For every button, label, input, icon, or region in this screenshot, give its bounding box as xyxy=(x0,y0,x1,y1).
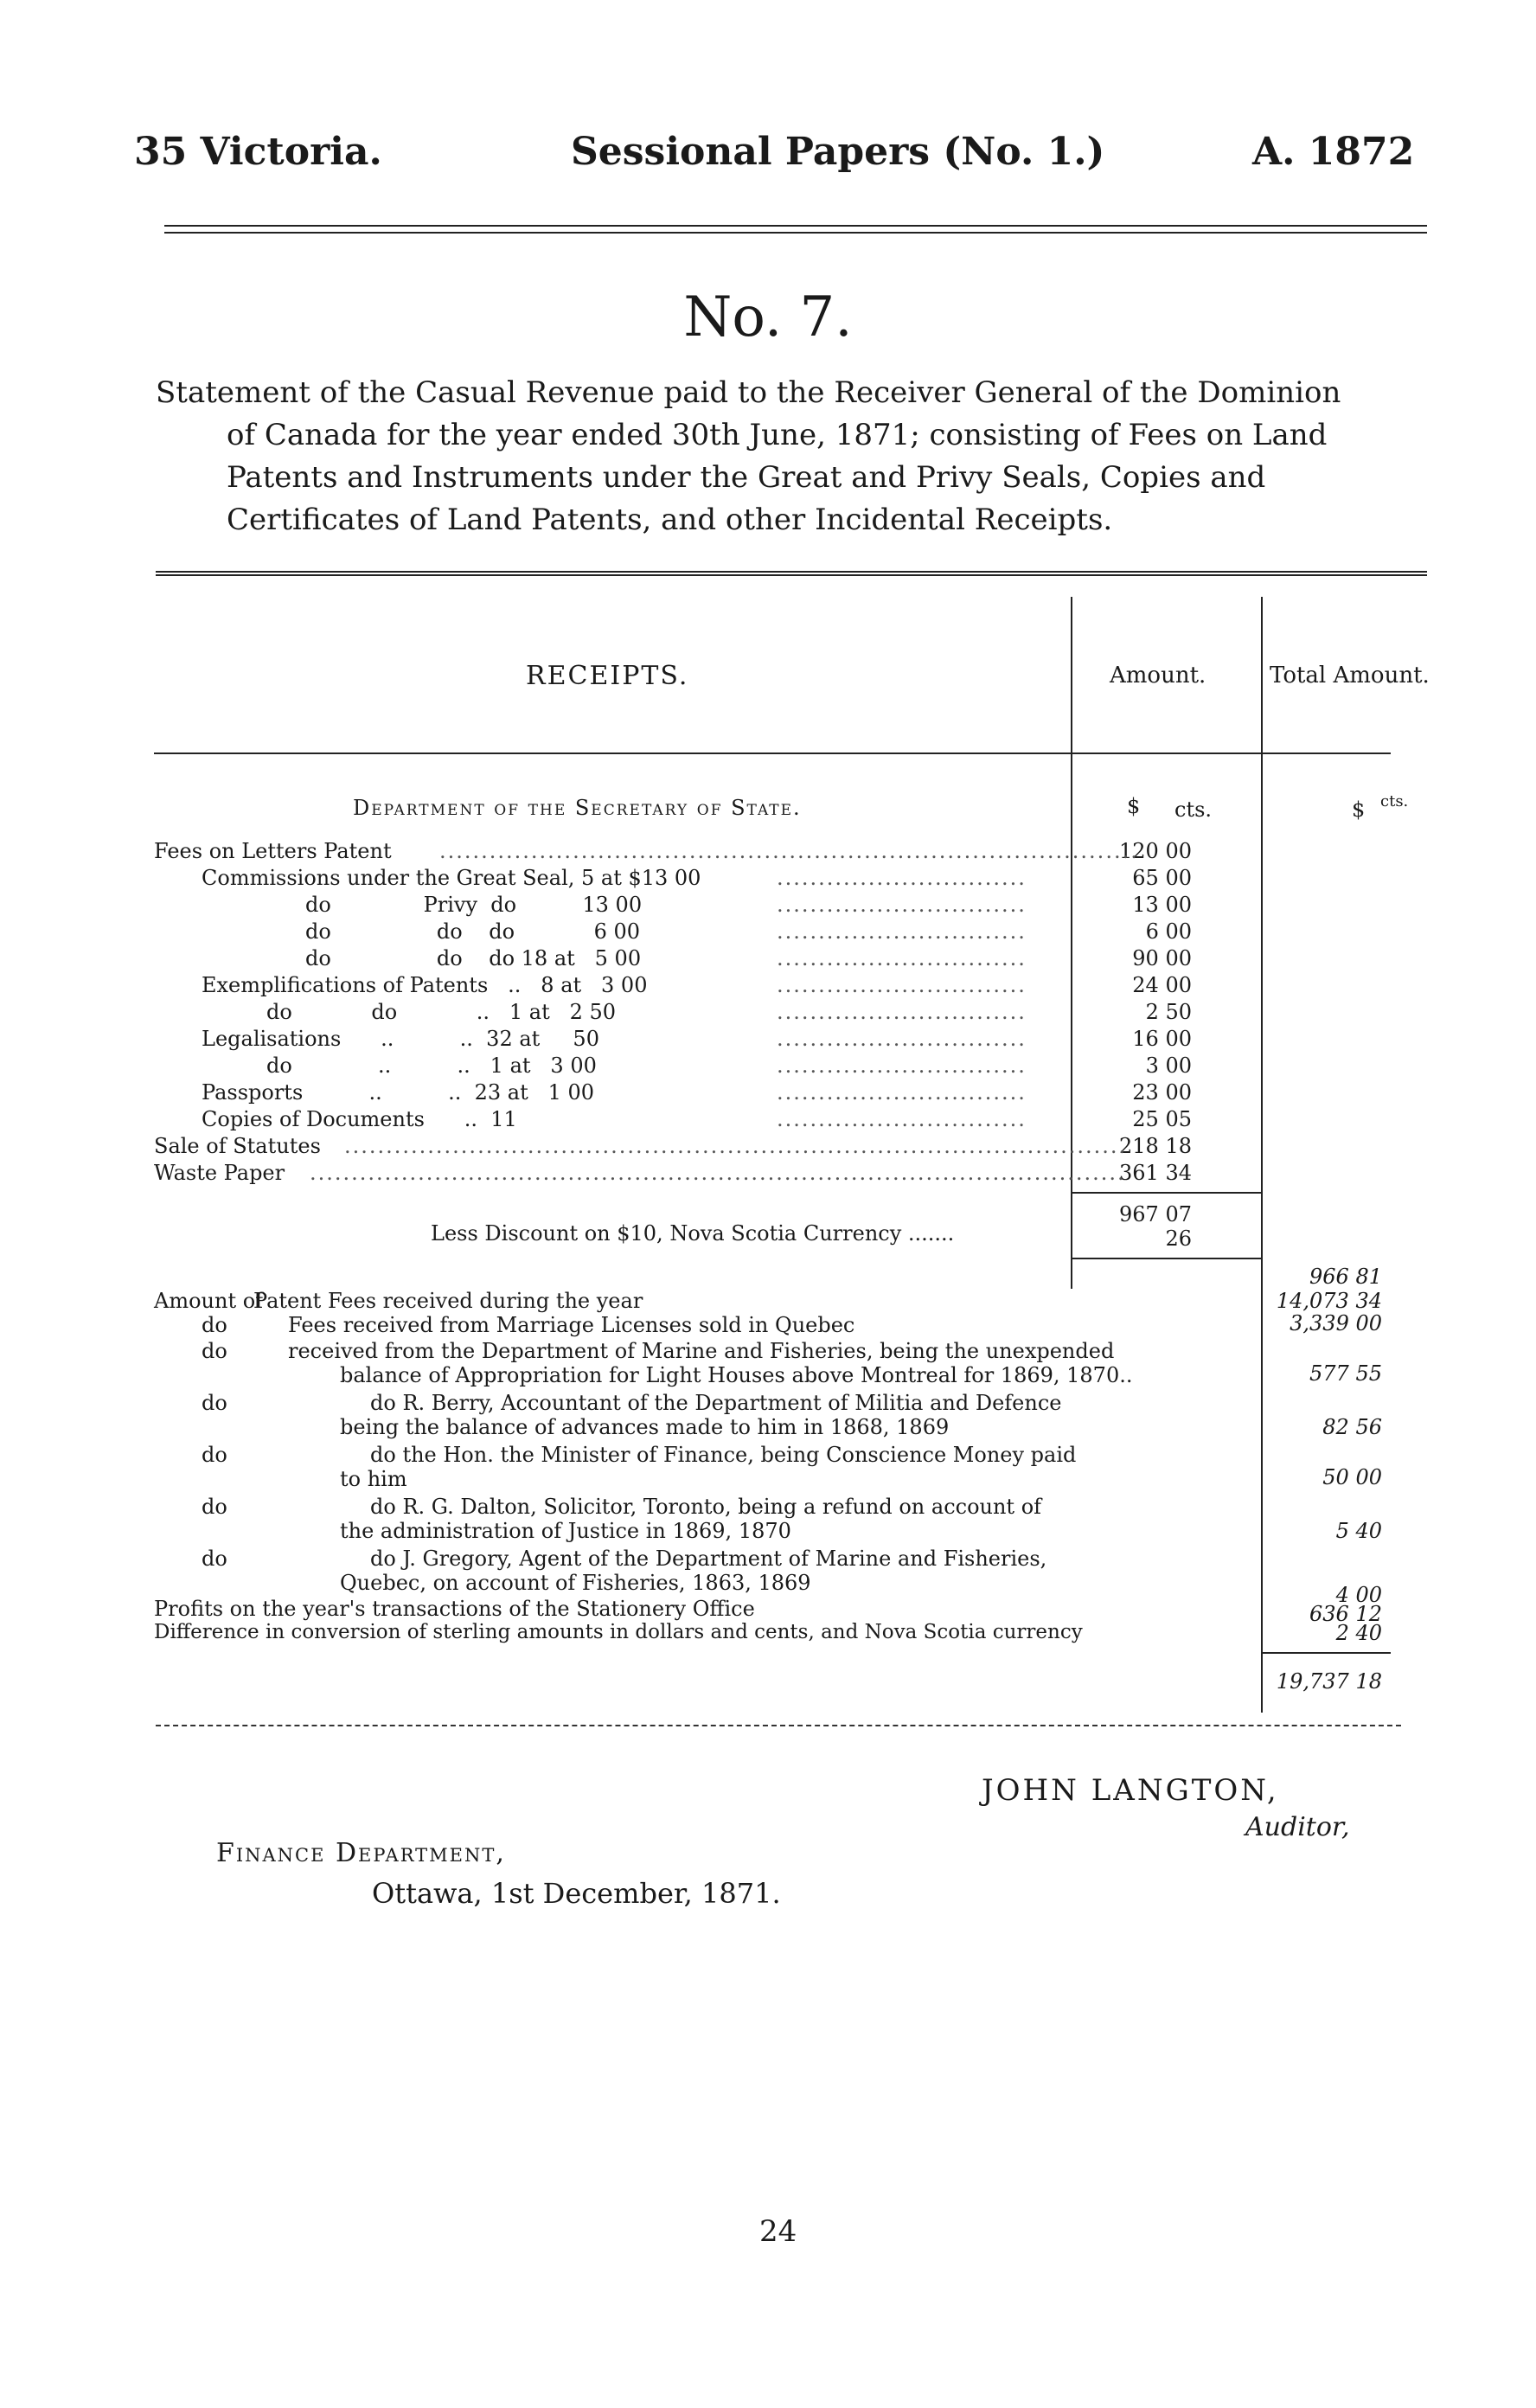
header-year: A. 1872 xyxy=(1252,130,1415,174)
other-row-col: do xyxy=(202,1443,227,1467)
other-row-text: do R. G. Dalton, Solicitor, Toronto, being a refund on account of xyxy=(370,1495,1042,1519)
row-label: Exemplifications of Patents .. 8 at 3 00 xyxy=(202,973,648,997)
header-title: Sessional Papers (No. 1.) xyxy=(571,130,1105,174)
row-label: Legalisations .. .. 32 at 50 xyxy=(202,1027,599,1051)
discount-label: Less Discount on $10, Nova Scotia Currency ....... xyxy=(431,1221,955,1246)
other-row-text-cont: balance of Appropriation for Light Houses above Montreal for 1869, 1870.. xyxy=(340,1363,1133,1387)
row-amount: 24 00 xyxy=(1132,973,1192,997)
department-heading: Department of the Secretary of State. xyxy=(353,796,802,820)
leader-dots: .............................................................................................. xyxy=(344,1134,1128,1158)
row-amount: 90 00 xyxy=(1132,946,1192,970)
other-row-total: 50 00 xyxy=(1322,1465,1382,1489)
other-row-total: 577 55 xyxy=(1309,1361,1382,1386)
discount-amount: 26 xyxy=(1165,1226,1192,1251)
amount-unit-dollars: $ xyxy=(1127,794,1141,818)
statement-line-2: of Canada for the year ended 30th June, 1871; consisting of Fees on Land xyxy=(227,418,1328,452)
row-amount: 25 05 xyxy=(1132,1107,1192,1131)
leader-dots: .............................. xyxy=(777,1107,1027,1131)
other-row-col: do xyxy=(202,1313,227,1337)
row-label: do Privy do 13 00 xyxy=(305,893,643,917)
grand-total: 19,737 18 xyxy=(1276,1669,1382,1694)
other-row-text: do the Hon. the Minister of Finance, being Conscience Money paid xyxy=(370,1443,1077,1467)
other-row-col: do xyxy=(202,1547,227,1571)
leader-dots: .............................. xyxy=(777,973,1027,997)
row-label: Waste Paper xyxy=(154,1161,285,1185)
other-row-text-cont: being the balance of advances made to him in 1868, 1869 xyxy=(340,1415,950,1439)
statement-line-1: Statement of the Casual Revenue paid to the Receiver General of the Dominion xyxy=(156,375,1341,410)
grand-total-rule xyxy=(1261,1652,1391,1654)
row-amount: 218 18 xyxy=(1119,1134,1192,1158)
row-label: Commissions under the Great Seal, 5 at $13 00 xyxy=(202,866,701,890)
row-label: Sale of Statutes xyxy=(154,1134,321,1158)
leader-dots: .............................. xyxy=(777,919,1027,944)
amount-unit-cents: cts. xyxy=(1174,797,1213,822)
leader-dots: .............................. xyxy=(777,893,1027,917)
other-row-total: 5 40 xyxy=(1335,1519,1382,1543)
row-label: do do do 6 00 xyxy=(305,919,640,944)
page-number: 24 xyxy=(759,2214,797,2249)
amount-column-rule xyxy=(1071,597,1072,1289)
leader-dots: .................................................................................................. xyxy=(310,1161,1126,1185)
header-volume: 35 Victoria. xyxy=(134,130,382,174)
other-row-text: Patent Fees received during the year xyxy=(253,1289,643,1313)
leader-dots: .............................. xyxy=(777,1000,1027,1024)
header-rule xyxy=(164,225,1427,227)
row-amount: 16 00 xyxy=(1132,1027,1192,1051)
other-row-text: do J. Gregory, Agent of the Department of Marine and Fisheries, xyxy=(370,1547,1047,1571)
row-amount: 23 00 xyxy=(1132,1080,1192,1105)
profits-total: 636 12 xyxy=(1309,1602,1382,1626)
row-amount: 13 00 xyxy=(1132,893,1192,917)
other-row-total: 14,073 34 xyxy=(1276,1289,1382,1313)
other-row-total: 3,339 00 xyxy=(1290,1311,1382,1335)
signatory-name: JOHN LANGTON, xyxy=(982,1773,1279,1808)
profits-label: Profits on the year's transactions of the Stationery Office xyxy=(154,1597,755,1621)
header-rule-2 xyxy=(164,232,1427,234)
difference-total: 2 40 xyxy=(1335,1621,1382,1645)
row-label: Copies of Documents .. 11 xyxy=(202,1107,517,1131)
row-amount: 6 00 xyxy=(1145,919,1192,944)
subtotal-amount: 967 07 xyxy=(1119,1202,1192,1226)
row-label: Fees on Letters Patent xyxy=(154,839,392,863)
department-total: 966 81 xyxy=(1309,1265,1382,1289)
total-column-rule xyxy=(1261,597,1263,1713)
discount-rule xyxy=(1071,1258,1261,1259)
other-row-col: Amount of xyxy=(154,1289,264,1313)
other-row-col: do xyxy=(202,1495,227,1519)
column-header-receipts: RECEIPTS. xyxy=(526,661,689,691)
row-label: do do do 18 at 5 00 xyxy=(305,946,642,970)
total-unit-dollars: $ xyxy=(1352,797,1366,822)
header-rule-bottom xyxy=(154,752,1391,754)
other-row-text: received from the Department of Marine and Fisheries, being the unexpended xyxy=(288,1339,1115,1363)
other-row-text: do R. Berry, Accountant of the Department of Militia and Defence xyxy=(370,1391,1062,1415)
row-label: do .. .. 1 at 3 00 xyxy=(266,1054,597,1078)
other-row-total: 4 00 xyxy=(1335,1583,1382,1607)
other-row-col: do xyxy=(202,1391,227,1415)
other-row-text-cont: to him xyxy=(340,1467,407,1491)
row-label: do do .. 1 at 2 50 xyxy=(266,1000,617,1024)
row-amount: 120 00 xyxy=(1119,839,1192,863)
statement-line-4: Certificates of Land Patents, and other Incidental Receipts. xyxy=(227,503,1113,537)
other-row-text-cont: the administration of Justice in 1869, 1870 xyxy=(340,1519,791,1543)
other-row-total: 82 56 xyxy=(1322,1415,1382,1439)
place-line-1: Finance Department, xyxy=(216,1838,506,1868)
other-row-col: do xyxy=(202,1339,227,1363)
table-top-rule xyxy=(156,571,1427,576)
leader-dots: .............................. xyxy=(777,1054,1027,1078)
row-amount: 361 34 xyxy=(1119,1161,1192,1185)
row-amount: 65 00 xyxy=(1132,866,1192,890)
signatory-title: Auditor, xyxy=(1245,1812,1350,1842)
column-header-amount: Amount. xyxy=(1110,663,1206,688)
leader-dots: .................................................................................... xyxy=(439,839,1139,863)
receipts-table xyxy=(154,597,1430,1721)
total-unit-cents: cts. xyxy=(1380,792,1409,810)
other-row-text-cont: Quebec, on account of Fisheries, 1863, 1869 xyxy=(340,1571,811,1595)
leader-dots: .............................. xyxy=(777,1027,1027,1051)
document-number: No. 7. xyxy=(683,285,853,349)
row-amount: 3 00 xyxy=(1145,1054,1192,1078)
table-bottom-rule xyxy=(156,1725,1401,1726)
leader-dots: .............................. xyxy=(777,1080,1027,1105)
subtotal-rule xyxy=(1071,1192,1261,1194)
statement-line-3: Patents and Instruments under the Great and Privy Seals, Copies and xyxy=(227,460,1266,495)
other-row-text: Fees received from Marriage Licenses sold in Quebec xyxy=(288,1313,855,1337)
leader-dots: .............................. xyxy=(777,866,1027,890)
row-label: Passports .. .. 23 at 1 00 xyxy=(202,1080,595,1105)
row-amount: 2 50 xyxy=(1145,1000,1192,1024)
column-header-total: Total Amount. xyxy=(1270,663,1430,688)
leader-dots: .............................. xyxy=(777,946,1027,970)
place-line-2: Ottawa, 1st December, 1871. xyxy=(372,1877,781,1910)
difference-label: Difference in conversion of sterling amounts in dollars and cents, and Nova Scotia currency xyxy=(154,1621,1083,1643)
